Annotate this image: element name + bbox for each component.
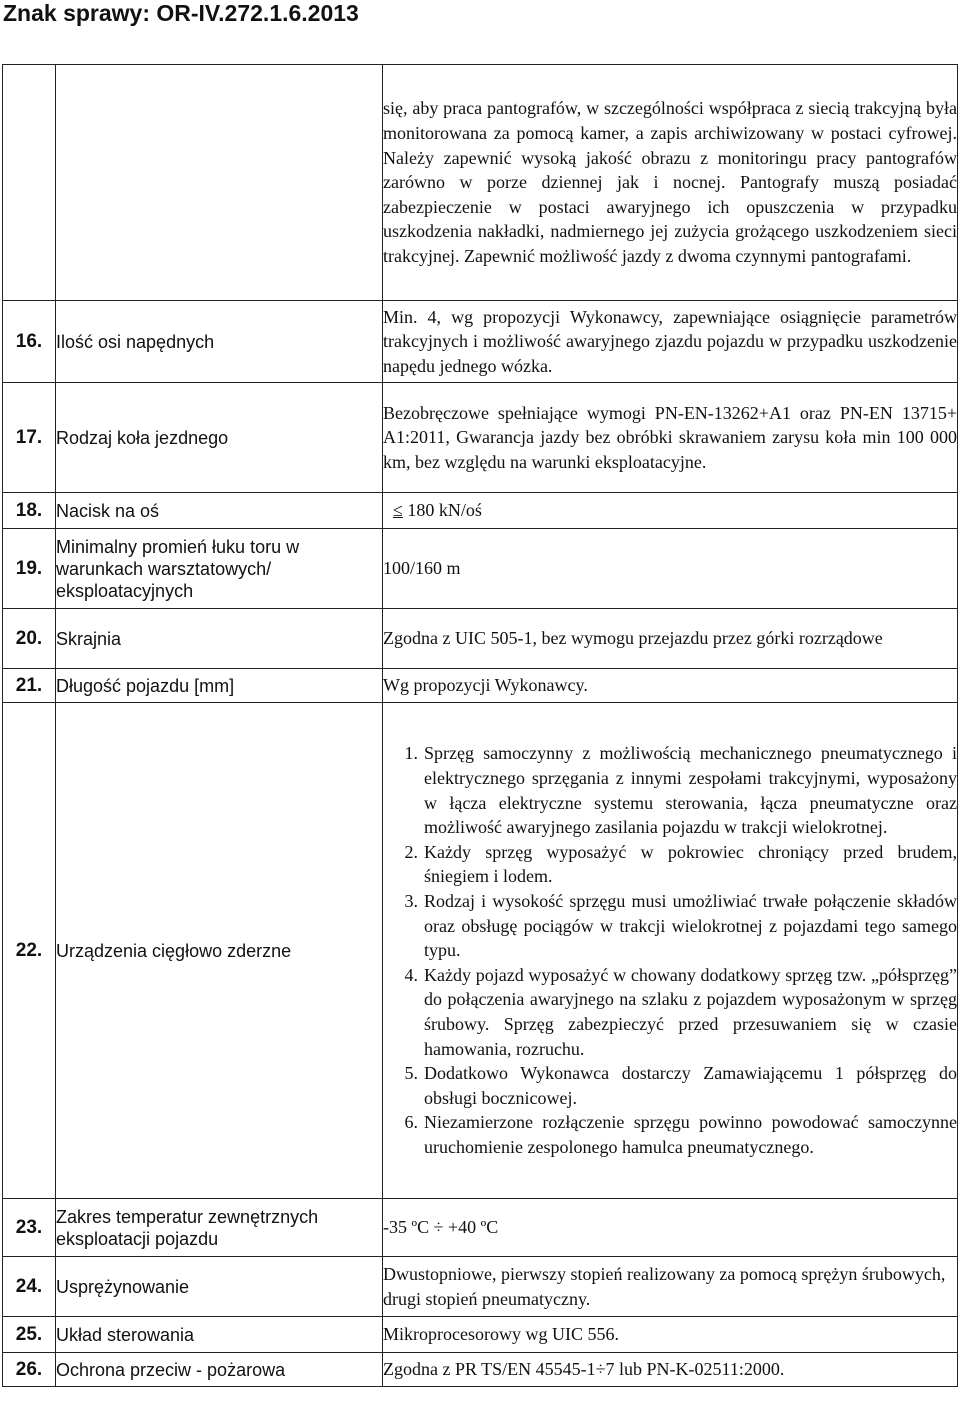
table-row	[3, 1353, 958, 1387]
list-item: 1. Sprzęg samoczynny z możliwością mechanicznego pneumatycznego i elektrycznego sprzęgania z innymi zespołami trakcyjnymi, wyposażony w łącza elektryczne systemu sterowania, łącza pneumatyczne oraz możliwość awaryjnego zasilania pojazdu w trakcji wielokrotnej.	[404, 743, 957, 838]
row-name: Urządzenia cięgłowo zderzne	[56, 703, 383, 1199]
row-number: 25.	[3, 1317, 56, 1353]
row-name: Usprężynowanie	[56, 1257, 383, 1317]
row-value-text: 180 kN/oś	[407, 500, 482, 521]
list-item: 4. Każdy pojazd wyposażyć w chowany dodatkowy sprzęg tzw. „półsprzęg” do połączenia awaryjnego na szlaku z pojazdem wyposażonym w sprzęg śrubowy. Sprzęg zabezpieczyć przed przesuwaniem się w czasie hamowania, rozruchu.	[404, 964, 957, 1059]
row-name: Nacisk na oś	[56, 493, 383, 529]
specification-table	[2, 64, 958, 1387]
row-number: 16.	[3, 301, 56, 383]
list-item: 6. Niezamierzone rozłączenie sprzęgu powinno powodować samoczynne uruchomienie zespolonego hamulca pneumatycznego.	[404, 1112, 957, 1157]
coupling-requirements-list	[383, 741, 957, 1159]
table-row	[3, 383, 958, 493]
page-title: Znak sprawy: OR-IV.272.1.6.2013	[3, 0, 359, 26]
row-value: Zgodna z PR TS/EN 45545-1÷7 lub PN-K-02511:2000.	[383, 1353, 958, 1387]
row-name: Ilość osi napędnych	[56, 301, 383, 383]
row-value: Mikroprocesorowy wg UIC 556.	[383, 1317, 958, 1353]
row-value: Bezobręczowe spełniające wymogi PN-EN-13262+A1 oraz PN-EN 13715+ A1:2011, Gwarancja jazdy bez obróbki skrawaniem zarysu koła min 100 000 km, bez względu na warunki eksploatacyjne.	[383, 383, 958, 493]
row-name: Zakres temperatur zewnętrznych eksploatacji pojazdu	[56, 1199, 383, 1257]
row-number: 26.	[3, 1353, 56, 1387]
row-value: Min. 4, wg propozycji Wykonawcy, zapewniające osiągnięcie parametrów trakcyjnych i możliwość awaryjnego zjazdu pojazdu w przypadku uszkodzenie napędu jednego wózka.	[383, 301, 958, 383]
row-15-continued-value: się, aby praca pantografów, w szczególności współpraca z siecią trakcyjną była monitorowana za pomocą kamer, a zapis archiwizowany w postaci cyfrowej. Należy zapewnić wysoką jakość obrazu z monitoringu pracy pantografów zarówno w porze dziennej jak i nocnej. Pantografy muszą posiadać zabezpieczenie w postaci awaryjnego ich opuszczenia w przypadku uszkodzenia nakładki, nadmiernego jej zużycia grożącego uszkodzeniem sieci trakcyjnej. Zapewnić możliwość jazdy z dwoma czynnymi pantografami.	[383, 65, 958, 301]
row-value: Dwustopniowe, pierwszy stopień realizowany za pomocą sprężyn śrubowych, drugi stopień pneumatyczny.	[383, 1257, 958, 1317]
table-row	[3, 703, 958, 1199]
table-row	[3, 1257, 958, 1317]
row-name: Ochrona przeciw - pożarowa	[56, 1353, 383, 1387]
row-number: 22.	[3, 703, 56, 1199]
row-name: Skrajnia	[56, 609, 383, 669]
row-value: 100/160 m	[383, 529, 958, 609]
row-number: 19.	[3, 529, 56, 609]
row-value	[383, 493, 958, 529]
list-item: 2. Każdy sprzęg wyposażyć w pokrowiec chroniący przed brudem, śniegiem i lodem.	[404, 841, 957, 887]
table-row	[3, 609, 958, 669]
list-item: 3. Rodzaj i wysokość sprzęgu musi umożliwiać trwałe połączenie składów oraz obsługę pociągów w trakcji wielokrotnej z pojazdami tego samego typu.	[404, 891, 957, 961]
table-row	[3, 65, 958, 301]
row-value: Zgodna z UIC 505-1, bez wymogu przejazdu przez górki rozrządowe	[383, 609, 958, 669]
table-row	[3, 493, 958, 529]
row-number: 23.	[3, 1199, 56, 1257]
row-name: Długość pojazdu [mm]	[56, 669, 383, 703]
less-or-equal-symbol: ≤	[393, 500, 403, 521]
row-name: Minimalny promień łuku toru w warunkach warsztatowych/ eksploatacyjnych	[56, 529, 383, 609]
row-number: 21.	[3, 669, 56, 703]
list-item: 5. Dodatkowo Wykonawca dostarczy Zamawiającemu 1 półsprzęg do obsługi bocznicowej.	[404, 1063, 957, 1108]
table-row	[3, 301, 958, 383]
row-number: 20.	[3, 609, 56, 669]
row-number: 17.	[3, 383, 56, 493]
row-value: Wg propozycji Wykonawcy.	[383, 669, 958, 703]
row-name: Rodzaj koła jezdnego	[56, 383, 383, 493]
table-row	[3, 529, 958, 609]
table-row	[3, 1317, 958, 1353]
table-row	[3, 669, 958, 703]
table-row	[3, 1199, 958, 1257]
row-value	[383, 703, 958, 1199]
row-number: 24.	[3, 1257, 56, 1317]
row-value: -35 ºC ÷ +40 ºC	[383, 1199, 958, 1257]
row-number: 18.	[3, 493, 56, 529]
row-name: Układ sterowania	[56, 1317, 383, 1353]
